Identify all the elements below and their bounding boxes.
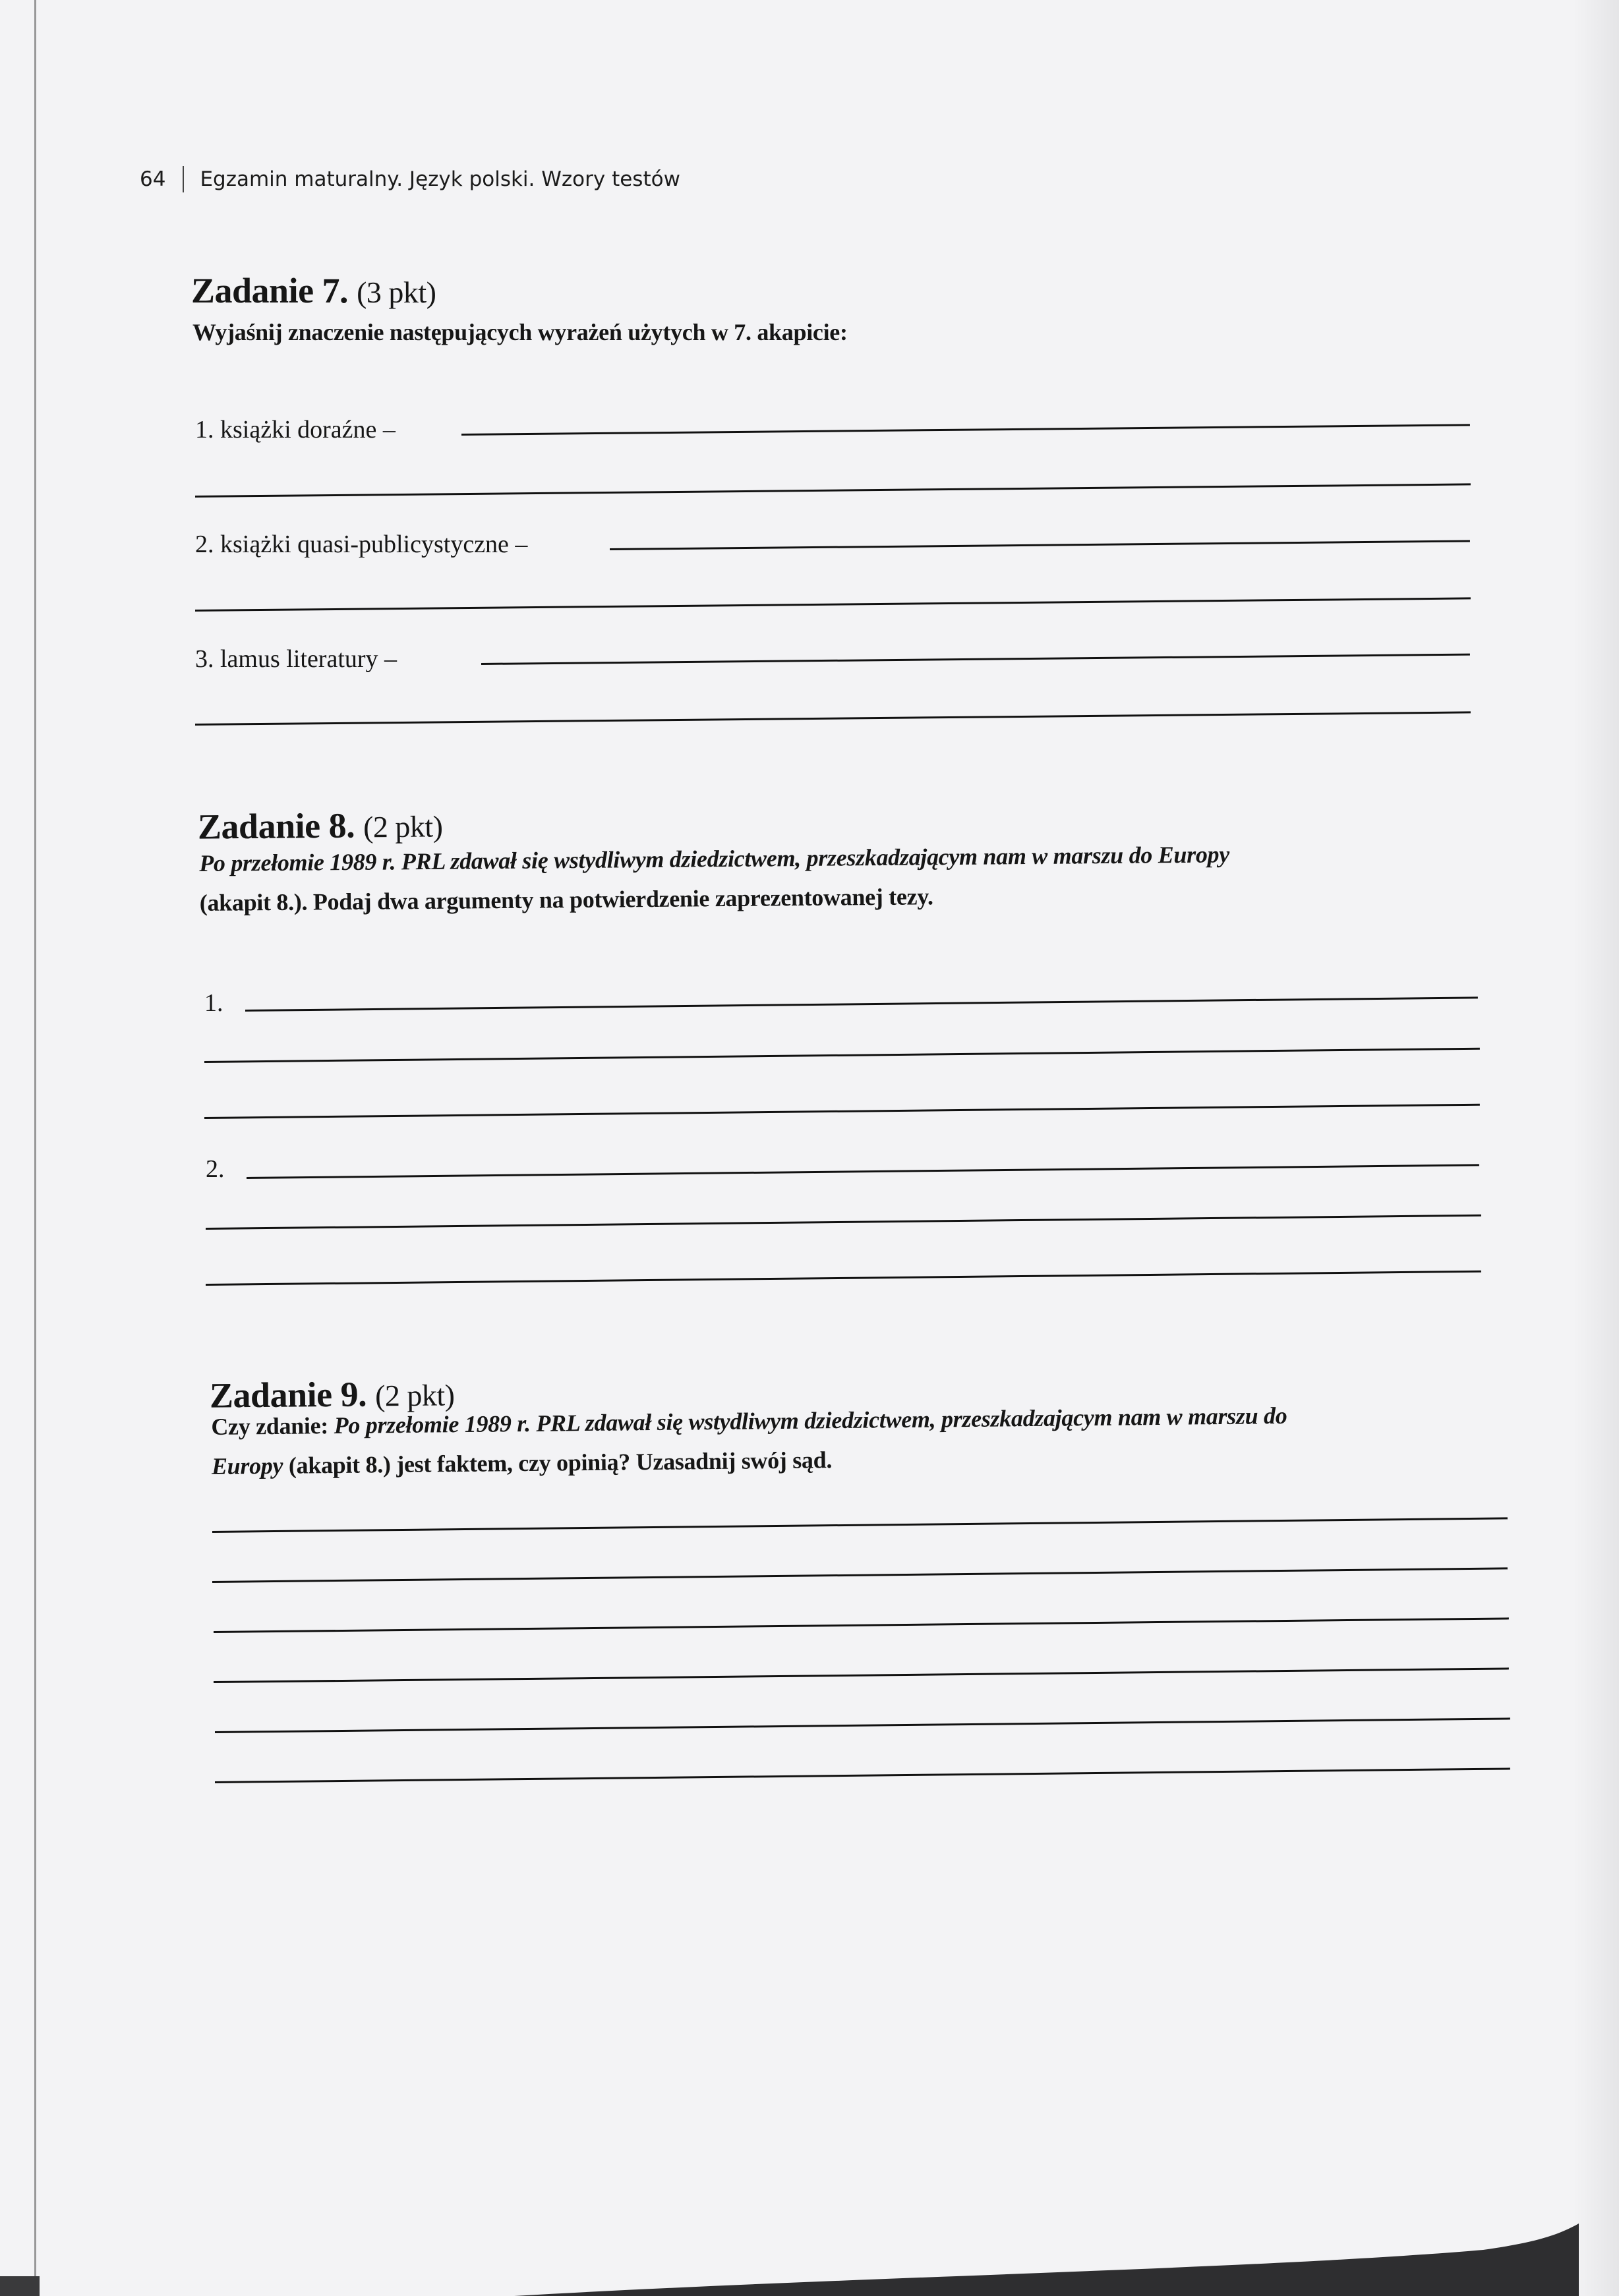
task-8-quote: Po przełomie 1989 r. PRL zdawał się wstydliwym dziedzictwem, przeszkadzającym nam w marszu do Europy: [199, 841, 1230, 876]
answer-line-9-2[interactable]: [212, 1567, 1508, 1583]
answer-line-8-2b[interactable]: [206, 1215, 1481, 1230]
answer-line-8-1b[interactable]: [204, 1048, 1480, 1063]
task-9-quote-part1: Po przełomie 1989 r. PRL zdawał się wstydliwym dziedzictwem, przeszkadzającym nam w marszu do: [334, 1402, 1287, 1439]
page-edge-shade: [1573, 0, 1619, 2296]
answer-line-7-1b[interactable]: [195, 483, 1471, 498]
task-9-title: Zadanie 9.: [209, 1374, 367, 1416]
answer-line-9-6[interactable]: [215, 1767, 1510, 1783]
answer-line-8-2a[interactable]: [247, 1164, 1479, 1179]
answer-line-9-5[interactable]: [215, 1717, 1510, 1733]
answer-line-9-3[interactable]: [214, 1617, 1509, 1633]
task-7-item-3: 3. lamus literatury –: [195, 645, 397, 673]
answer-line-8-2c[interactable]: [206, 1271, 1481, 1286]
answer-line-7-3b[interactable]: [195, 711, 1471, 726]
task-7-item-2: 2. książki quasi-publicystyczne –: [195, 531, 528, 558]
running-header: [140, 166, 680, 192]
answer-line-9-1[interactable]: [212, 1517, 1508, 1533]
task-9-points: (2 pkt): [374, 1378, 455, 1413]
task-8-title: Zadanie 8.: [197, 805, 355, 847]
task-8-item-1: 1.: [204, 989, 223, 1017]
page-number: 64: [140, 167, 166, 191]
answer-line-7-2b[interactable]: [195, 597, 1471, 612]
scanner-page-curl-shadow: [0, 2210, 1619, 2296]
header-divider: [183, 166, 184, 192]
task-9-instruction: (akapit 8.) jest faktem, czy opinią? Uzasadnij swój sąd.: [288, 1447, 833, 1479]
task-7-title: Zadanie 7.: [191, 271, 349, 310]
task-8-body: [199, 832, 1492, 923]
answer-line-7-2a[interactable]: [610, 540, 1470, 550]
book-title: Egzamin maturalny. Język polski. Wzory testów: [200, 167, 680, 191]
answer-line-8-1c[interactable]: [204, 1104, 1480, 1119]
task-7-item-1: 1. książki doraźne –: [195, 416, 396, 444]
answer-line-8-1a[interactable]: [245, 996, 1478, 1012]
task-8-item-2: 2.: [206, 1155, 225, 1183]
task-9-lead: Czy zdanie:: [211, 1412, 329, 1440]
page-edge-shadow: [34, 0, 36, 2280]
task-9-quote-part2: Europy: [211, 1452, 283, 1479]
answer-line-9-4[interactable]: [214, 1667, 1509, 1683]
task-7-points: (3 pkt): [357, 275, 436, 309]
task-7-heading: [191, 270, 436, 311]
task-7-instruction: Wyjaśnij znaczenie następujących wyrażeń użytych w 7. akapicie:: [192, 319, 848, 345]
task-8-instruction: (akapit 8.). Podaj dwa argumenty na potwierdzenie zaprezentowanej tezy.: [199, 883, 933, 916]
answer-line-7-1a[interactable]: [461, 424, 1470, 436]
task-8-heading: [198, 804, 443, 847]
task-8-points: (2 pkt): [363, 809, 443, 844]
answer-line-7-3a[interactable]: [481, 654, 1470, 665]
task-9-body: [211, 1393, 1504, 1486]
